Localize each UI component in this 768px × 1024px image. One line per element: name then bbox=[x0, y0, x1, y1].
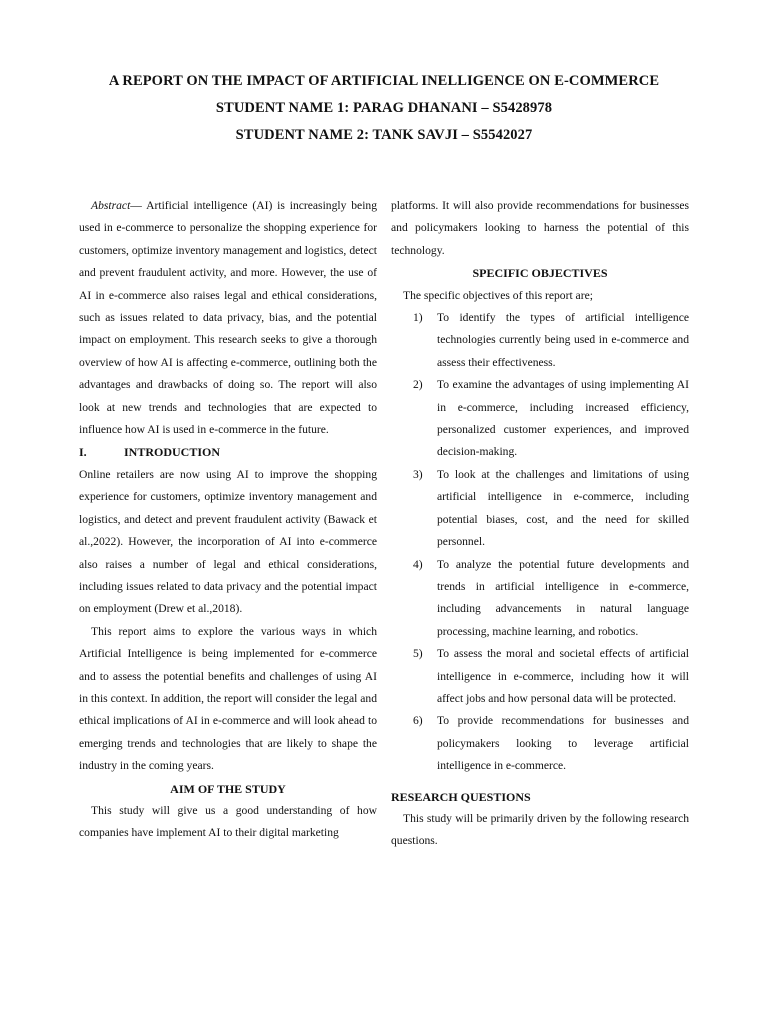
research-questions-heading: RESEARCH QUESTIONS bbox=[391, 789, 531, 804]
objective-text: To analyze the potential future developments and trends in artificial intelligence in e-commerce, including advancements in natural language processing, machine learning, and robotics. bbox=[437, 557, 689, 638]
abstract-paragraph bbox=[79, 195, 377, 441]
aim-paragraph-continued: platforms. It will also provide recommendations for businesses and policymakers looking to harness the potential of this technology. bbox=[391, 199, 689, 257]
objective-item bbox=[391, 464, 689, 554]
student-name-1: STUDENT NAME 1: PARAG DHANANI – S5428978 bbox=[215, 100, 553, 116]
introduction-paragraph-2: This report aims to explore the various ways in which Artificial Intelligence is being implemented for e-commerce and to assess the potential benefits and challenges of using AI in this context. In addition, the report will consider the legal and ethical implications of AI in e-commerce and will look ahead to emerging trends and technologies that are likely to shape the industry in the coming years. bbox=[79, 624, 377, 773]
aim-heading: AIM OF THE STUDY bbox=[170, 781, 286, 796]
objective-item bbox=[391, 554, 689, 644]
objectives-intro: The specific objectives of this report are; bbox=[403, 288, 593, 302]
introduction-paragraph-1: Online retailers are now using AI to improve the shopping experience for customers, optimize inventory management and logistics, and detect and prevent fraudulent activity (Bawack et al.,2022). However, the incorporation of AI into e-commerce also raises a number of legal and ethical considerations, including issues related to data privacy and the potential impact on employment (Drew et al.,2018). bbox=[79, 467, 377, 616]
objective-text: To examine the advantages of using implementing AI in e-commerce, including increased efficiency, personalized customer experiences, and improved decision-making. bbox=[437, 378, 689, 459]
objective-item bbox=[391, 643, 689, 710]
abstract-label: Abstract bbox=[91, 199, 131, 212]
objective-item bbox=[391, 374, 689, 464]
objective-marker: 2) bbox=[413, 378, 423, 392]
objective-marker: 4) bbox=[413, 557, 423, 571]
introduction-heading bbox=[79, 441, 377, 463]
objective-marker: 1) bbox=[413, 311, 423, 325]
objective-text: To identify the types of artificial intelligence technologies currently being used in e-commerce and assess their effectiveness. bbox=[437, 311, 689, 369]
objective-marker: 6) bbox=[413, 714, 423, 728]
objective-item bbox=[391, 307, 689, 374]
section-number: I. bbox=[79, 445, 87, 460]
objectives-list bbox=[391, 307, 689, 778]
objective-text: To assess the moral and societal effects of artificial intelligence in e-commerce, including how it will affect jobs and how personal data will be protected. bbox=[437, 647, 689, 705]
report-title: A REPORT ON THE IMPACT OF ARTIFICIAL INELLIGENCE ON E-COMMERCE bbox=[108, 73, 660, 89]
right-column bbox=[391, 195, 689, 853]
left-column bbox=[79, 195, 377, 845]
objective-text: To look at the challenges and limitations of using artificial intelligence in e-commerce, including potential biases, cost, and the need for skilled personnel. bbox=[437, 467, 689, 549]
research-questions-intro: This study will be primarily driven by the following research questions. bbox=[391, 811, 689, 848]
objectives-heading: SPECIFIC OBJECTIVES bbox=[472, 266, 608, 281]
student-name-2: STUDENT NAME 2: TANK SAVJI – S5542027 bbox=[235, 127, 533, 143]
objective-marker: 5) bbox=[413, 647, 423, 661]
section-title: INTRODUCTION bbox=[124, 445, 221, 460]
abstract-text: Artificial intelligence (AI) is increasingly being used in e-commerce to personalize the shopping experience for customers, optimize inventory management and logistics, detect and prevent fraudulent activity, and more. However, the use of AI in e-commerce also raises legal and ethical considerations, such as issues related to data privacy, bias, and the potential impact on employment. This research seeks to give a thorough overview of how AI is affecting e-commerce, outlining both the advantages and drawbacks of doing so. The report will also look at new trends and technologies that are expected to influence how AI is used in e-commerce in the future. bbox=[79, 199, 378, 437]
objective-item bbox=[391, 710, 689, 777]
objective-text: To provide recommendations for businesses and policymakers looking to leverage artificial intelligence in e-commerce. bbox=[437, 714, 689, 773]
aim-paragraph-start: This study will give us a good understanding of how companies have implement AI to their digital marketing bbox=[79, 803, 377, 840]
abstract-dash: — bbox=[130, 199, 147, 212]
objective-marker: 3) bbox=[413, 467, 423, 481]
document-header bbox=[0, 68, 768, 149]
